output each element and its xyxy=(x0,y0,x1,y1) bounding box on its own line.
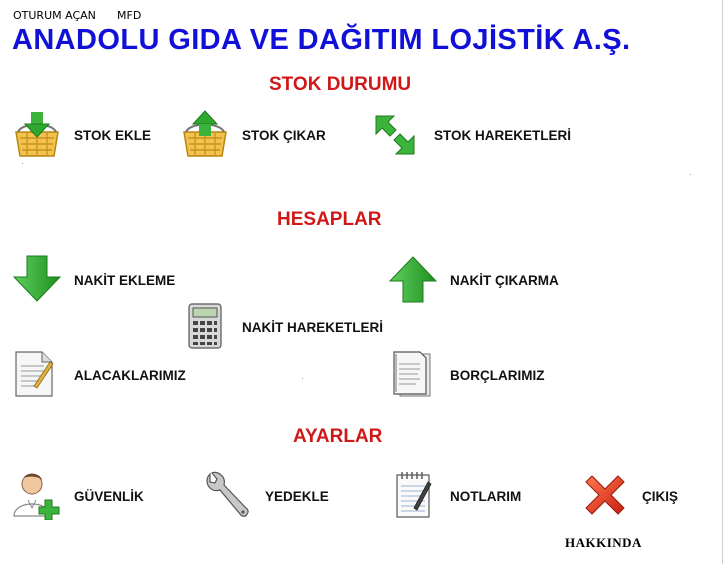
stock-movements-label: STOK HAREKETLERİ xyxy=(434,128,572,143)
section-stock-title: STOK DURUMU xyxy=(269,74,412,95)
stock-add-button[interactable] xyxy=(12,110,172,162)
receivables-label: ALACAKLARIMIZ xyxy=(74,368,186,383)
security-label: GÜVENLİK xyxy=(74,489,144,504)
green-down-arrow-icon xyxy=(12,255,62,303)
document-icon xyxy=(390,350,434,398)
basket-add-icon xyxy=(12,110,62,160)
close-x-icon xyxy=(582,472,628,518)
cash-movements-label: NAKİT HAREKETLERİ xyxy=(242,320,383,335)
stray-pixel xyxy=(22,163,23,164)
exit-label: ÇIKIŞ xyxy=(642,489,679,504)
calculator-icon xyxy=(186,302,224,350)
security-button[interactable] xyxy=(12,470,172,522)
wrench-icon xyxy=(204,470,250,520)
stray-pixel xyxy=(302,378,303,379)
user-add-icon xyxy=(12,470,62,520)
stock-remove-label: STOK ÇIKAR xyxy=(242,128,326,143)
green-up-arrow-icon xyxy=(388,255,438,303)
payables-button[interactable] xyxy=(390,350,570,400)
company-title: ANADOLU GIDA VE DAĞITIM LOJİSTİK A.Ş. xyxy=(12,24,631,56)
stock-remove-button[interactable] xyxy=(180,110,350,162)
session-user-name: MFD xyxy=(117,9,142,22)
cash-in-label: NAKİT EKLEME xyxy=(74,273,176,288)
backup-label: YEDEKLE xyxy=(265,489,329,504)
exchange-arrows-icon xyxy=(372,112,418,158)
cash-out-button[interactable] xyxy=(388,255,588,305)
section-settings-title: AYARLAR xyxy=(293,426,383,447)
notes-label: NOTLARIM xyxy=(450,489,522,504)
notes-button[interactable] xyxy=(394,470,554,522)
receivables-button[interactable] xyxy=(12,350,212,400)
exit-button[interactable] xyxy=(582,472,692,520)
basket-remove-icon xyxy=(180,110,230,160)
cash-in-button[interactable] xyxy=(12,255,192,305)
section-accounts-title: HESAPLAR xyxy=(277,209,382,230)
session-user-label: OTURUM AÇAN xyxy=(13,9,96,22)
cash-out-label: NAKİT ÇIKARMA xyxy=(450,273,559,288)
stock-add-label: STOK EKLE xyxy=(74,128,152,143)
backup-button[interactable] xyxy=(204,470,364,522)
cash-movements-button[interactable] xyxy=(186,302,416,352)
about-link[interactable]: HAKKINDA xyxy=(565,535,642,550)
payables-label: BORÇLARIMIZ xyxy=(450,368,545,383)
stock-movements-button[interactable] xyxy=(372,112,592,158)
stray-pixel xyxy=(690,174,691,175)
document-pen-icon xyxy=(12,350,56,398)
notepad-icon xyxy=(394,470,434,520)
